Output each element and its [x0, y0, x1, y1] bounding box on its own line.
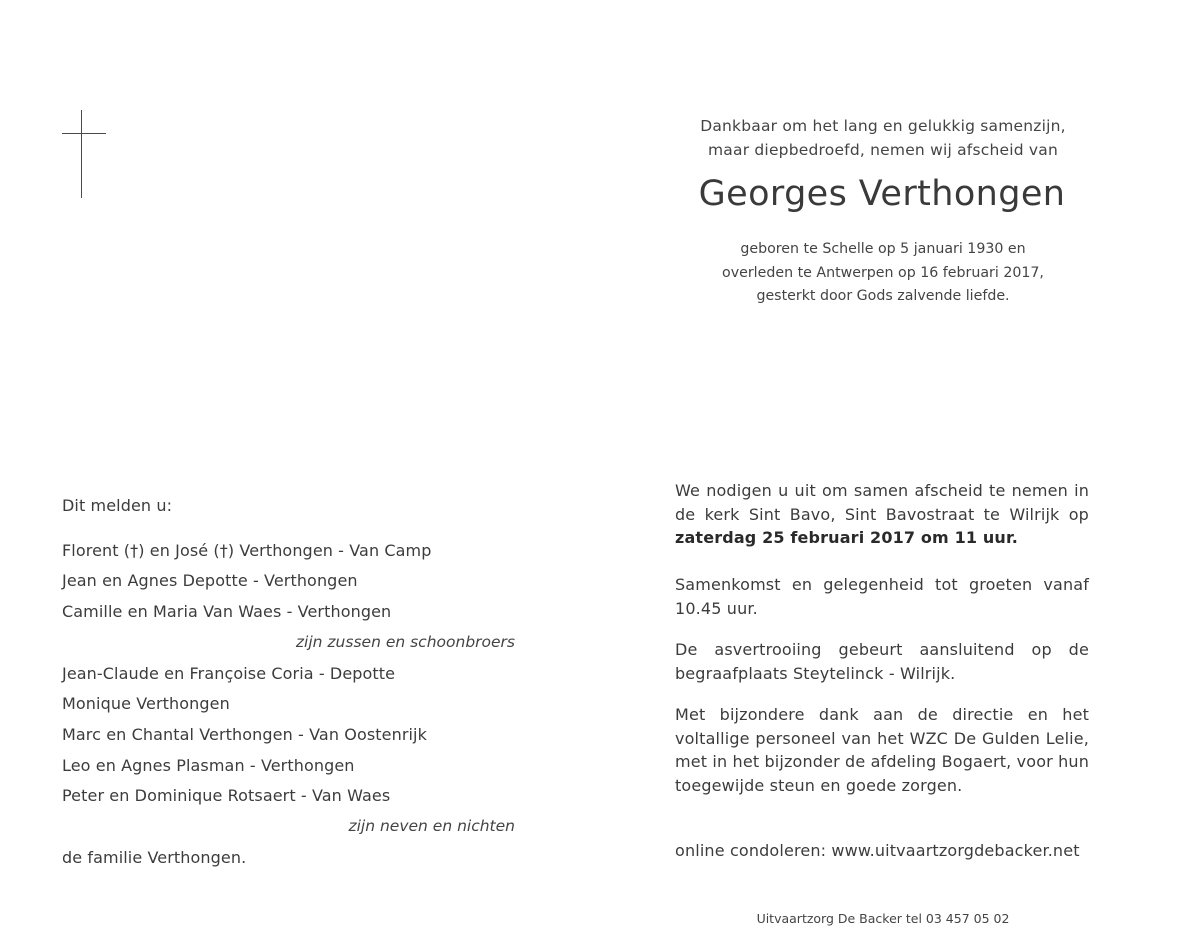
family-line: Leo en Agnes Plasman - Verthongen	[62, 756, 355, 775]
intro-text	[688, 114, 1078, 162]
family-line: Camille en Maria Van Waes - Verthongen	[62, 602, 392, 621]
family-heading: Dit melden u:	[62, 496, 173, 515]
ashes-paragraph: De asvertrooiing gebeurt aansluitend op de begraafplaats Steytelinck - Wilrijk.	[675, 640, 1089, 683]
family-line: Jean-Claude en Françoise Coria - Depotte	[62, 664, 396, 683]
nephews-caption: zijn neven en nichten	[348, 817, 515, 835]
date-line-1: geboren te Schelle op 5 januari 1930 en	[740, 241, 1026, 257]
family-line: Florent (†) en José (†) Verthongen - Van Camp	[62, 541, 432, 560]
footer-funeral-home: Uitvaartzorg De Backer tel 03 457 05 02	[756, 911, 1010, 926]
date-line-3: gesterkt door Gods zalvende liefde.	[756, 288, 1010, 304]
deceased-name: Georges Verthongen	[698, 174, 1066, 214]
birth-death-info	[688, 238, 1078, 309]
family-line: Marc en Chantal Verthongen - Van Oostenrijk	[62, 725, 427, 744]
intro-line-2: maar diepbedroefd, nemen wij afscheid van	[708, 141, 1058, 159]
family-line: Monique Verthongen	[62, 694, 230, 713]
family-line: Peter en Dominique Rotsaert - Van Waes	[62, 786, 391, 805]
invite-text: We nodigen u uit om samen afscheid te nemen in de kerk Sint Bavo, Sint Bavostraat te Wilrijk op	[675, 481, 1089, 524]
gathering-paragraph: Samenkomst en gelegenheid tot groeten vanaf 10.45 uur.	[675, 575, 1089, 618]
invite-date: zaterdag 25 februari 2017 om 11 uur.	[675, 528, 1018, 547]
sisters-caption: zijn zussen en schoonbroers	[295, 633, 515, 651]
condolence-link[interactable]: online condoleren: www.uitvaartzorgdebacker.net	[675, 841, 1080, 860]
family-line: Jean en Agnes Depotte - Verthongen	[62, 571, 358, 590]
date-line-2: overleden te Antwerpen op 16 februari 2017,	[722, 264, 1044, 281]
intro-line-1: Dankbaar om het lang en gelukkig samenzijn,	[700, 117, 1066, 135]
thanks-paragraph: Met bijzondere dank aan de directie en het voltallige personeel van het WZC De Gulden Lelie, met in het bijzonder de afdeling Bogaert, voor hun toegewijde steun en goede zorgen.	[675, 705, 1089, 795]
invite-paragraph	[675, 479, 1089, 550]
family-closing: de familie Verthongen.	[62, 848, 247, 867]
